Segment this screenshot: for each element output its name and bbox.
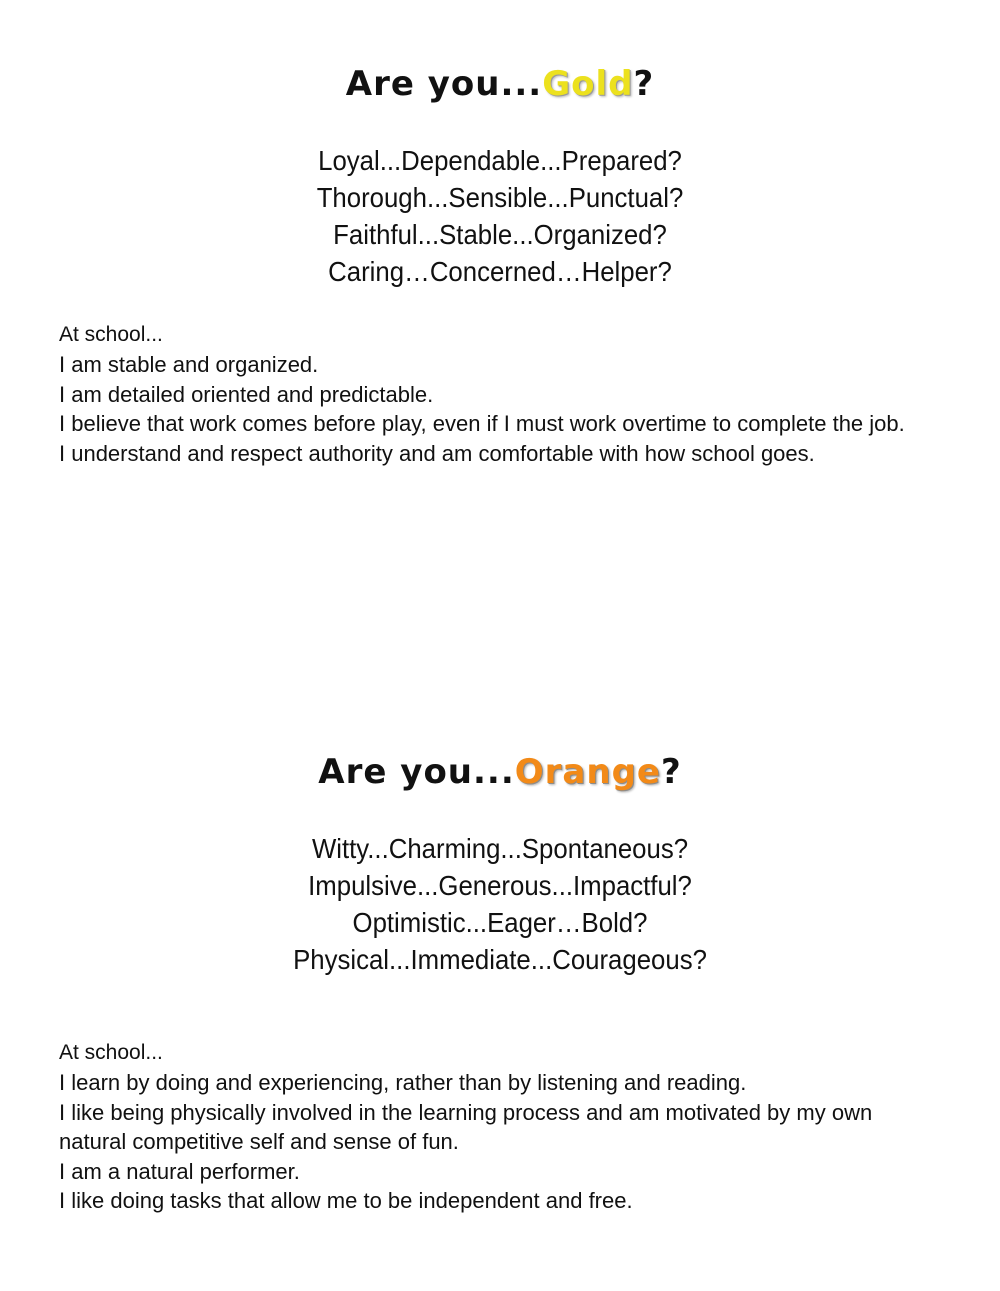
orange-trait-line: Optimistic...Eager…Bold? [352,907,648,938]
gold-trait-line: Loyal...Dependable...Prepared? [318,145,682,176]
orange-statement: I like being physically involved in the learning process and am motivated by my own natural competitive self and sense of fun. [59,1099,873,1154]
gold-trait-line: Thorough...Sensible...Punctual? [316,182,684,213]
orange-trait-line: Impulsive...Generous...Impactful? [308,870,692,901]
orange-color-word: Orange [514,752,661,792]
orange-statement: I like doing tasks that allow me to be independent and free. [59,1188,633,1213]
gold-traits-list [40,142,960,290]
gold-statement: I am stable and organized. [59,352,319,377]
gold-trait-line: Caring…Concerned…Helper? [328,256,672,287]
gold-school-intro: At school... [59,323,163,346]
gold-heading [0,64,1000,104]
gold-heading-prefix: Are you... [345,64,543,104]
gold-color-word: Gold [542,64,634,104]
orange-heading [0,752,1000,792]
orange-trait-line: Witty...Charming...Spontaneous? [311,833,689,864]
gold-statement: I understand and respect authority and am comfortable with how school goes. [59,440,815,466]
orange-statement: I learn by doing and experiencing, rather than by listening and reading. [59,1070,747,1095]
gold-statement: I believe that work comes before play, even if I must work overtime to complete the job. [59,411,905,436]
gold-trait-line: Faithful...Stable...Organized? [333,219,667,250]
orange-trait-line: Physical...Immediate...Courageous? [293,944,707,975]
gold-statement: I am detailed oriented and predictable. [59,381,434,407]
orange-school-block [59,1038,939,1216]
gold-school-block [59,320,939,468]
orange-section [0,752,1000,792]
orange-heading-suffix: ? [660,752,682,792]
orange-statement: I am a natural performer. [59,1158,300,1184]
orange-heading-prefix: Are you... [318,752,515,792]
orange-school-intro: At school... [59,1041,163,1064]
gold-section [0,64,1000,104]
orange-traits-list [40,830,960,978]
gold-heading-suffix: ? [633,64,655,104]
